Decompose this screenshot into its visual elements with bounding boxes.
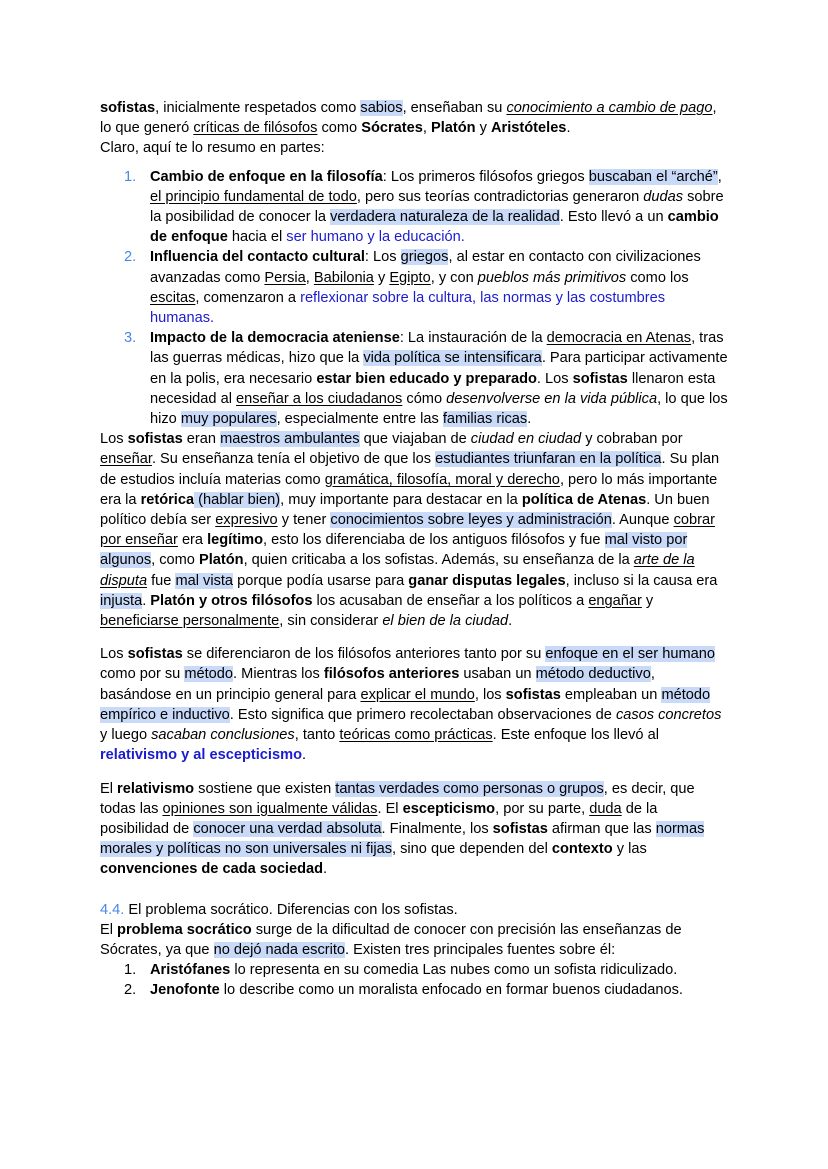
- list-text: estar bien educado y preparado: [316, 370, 537, 387]
- list-text: cambio de enfoque: [150, 209, 719, 246]
- sofistas-paragraph: [100, 429, 730, 631]
- text: convenciones de cada sociedad: [100, 861, 324, 878]
- highlight: muy populares: [180, 411, 277, 428]
- list-item: [100, 167, 730, 248]
- list-number: 1.: [124, 962, 137, 979]
- blue-text: ser humano y la educación: [286, 229, 461, 246]
- list-text: , pero sus teorías contradictorias generaron: [356, 188, 644, 205]
- relativism-paragraph: [100, 779, 730, 880]
- list-text: dudas: [643, 188, 684, 205]
- list-text: desenvolverse en la vida pública: [446, 390, 658, 407]
- text: Los: [100, 431, 128, 448]
- text: . Finalmente, los: [381, 820, 493, 837]
- text: y luego: [100, 727, 152, 744]
- text: sofistas: [505, 686, 561, 703]
- underlined-text: duda: [589, 800, 622, 817]
- text: Platón y otros filósofos: [150, 592, 313, 609]
- text: . Su enseñanza tenía el objetivo de que los: [151, 451, 436, 468]
- intro-text: sofistas: [100, 100, 156, 116]
- text: los acusaban de enseñar a los políticos a: [312, 592, 589, 609]
- text: . Un buen político debía ser: [100, 491, 710, 529]
- underlined-text: escitas: [150, 289, 196, 306]
- source-name: Aristófanes: [150, 962, 231, 979]
- text: y cobraban por: [581, 431, 683, 448]
- list-number: 3.: [124, 330, 137, 347]
- intro-text: y: [475, 120, 491, 137]
- underlined-text: Persia: [264, 269, 306, 286]
- list-text: hacia el: [227, 229, 287, 246]
- highlight: conocimientos sobre leyes y administración: [330, 512, 612, 529]
- text: , por su parte,: [495, 800, 590, 817]
- text: , sin considerar: [279, 613, 383, 630]
- text: , es decir, que todas las: [100, 780, 695, 817]
- sources-list: [100, 960, 730, 1000]
- text: problema socrático: [117, 921, 252, 938]
- underlined-text: gramática, filosofía, moral y derecho: [324, 471, 560, 488]
- text: .: [142, 592, 151, 609]
- highlight: familias ricas: [442, 411, 528, 428]
- highlight: enfoque en el ser humano: [545, 646, 715, 663]
- text: ciudad en ciudad: [470, 431, 582, 448]
- highlight: griegos: [400, 249, 449, 266]
- list-text: : Los primeros filósofos griegos: [382, 168, 589, 185]
- text: .: [508, 613, 513, 630]
- list-text: .: [527, 411, 532, 428]
- source-text: lo representa en su comedia Las nubes como un sofista ridiculizado.: [230, 962, 678, 979]
- text: sostiene que existen: [194, 780, 336, 797]
- highlight: buscaban el “arché”: [588, 168, 718, 185]
- socratic-paragraph: [100, 920, 730, 960]
- list-text: . Esto llevó a un: [559, 209, 668, 226]
- intro-text: , lo que generó: [100, 100, 717, 137]
- text: usaban un: [459, 666, 536, 683]
- list-text: como los: [626, 269, 689, 286]
- text: eran: [182, 431, 221, 448]
- section-title: El problema socrático. Diferencias con los sofistas.: [124, 901, 458, 918]
- text: . Aunque: [611, 512, 674, 529]
- text: El: [100, 921, 118, 938]
- list-text: , y con: [430, 269, 478, 286]
- highlight: mal visto por algunos: [100, 532, 688, 569]
- text: , muy importante para destacar en la: [280, 491, 522, 508]
- text: El: [100, 780, 118, 797]
- underlined-text: enseñar: [100, 451, 152, 468]
- text: . Este enfoque los llevó al: [492, 727, 659, 744]
- blue-text: relativismo y al escepticismo: [100, 747, 302, 764]
- list-text: cómo: [402, 390, 447, 407]
- highlight: método: [184, 666, 234, 683]
- underlined-text: Babilonia: [313, 269, 374, 286]
- text: casos concretos: [615, 706, 722, 723]
- text: retórica: [140, 491, 195, 508]
- text: Platón: [198, 552, 244, 569]
- highlight: sabios: [360, 100, 403, 116]
- method-paragraph: [100, 644, 730, 765]
- text: legítimo: [207, 532, 264, 549]
- intro-text: , inicialmente respetados como: [155, 100, 361, 116]
- intro-text: Platón: [431, 120, 476, 137]
- underlined-text: conocimiento a cambio de pago: [506, 100, 713, 116]
- text: el bien de la ciudad: [382, 613, 509, 630]
- highlight: maestros ambulantes: [220, 431, 360, 448]
- list-number: 1.: [124, 168, 137, 185]
- list-text: ,: [305, 269, 314, 286]
- list-text: , al estar en contacto con civilizaciones avanzadas como: [150, 249, 701, 286]
- list-text: : La instauración de la: [399, 330, 547, 347]
- intro-text: como: [317, 120, 362, 137]
- text: . Mientras los: [233, 666, 324, 683]
- text: relativismo: [117, 780, 195, 797]
- intro-text: ,: [422, 120, 431, 137]
- highlight: normas morales y políticas no son universales ni fijas: [100, 820, 705, 858]
- text: Los: [100, 646, 128, 663]
- underlined-text: democracia en Atenas: [546, 330, 692, 347]
- list-text: . Los: [536, 370, 573, 387]
- underlined-text: Egipto: [389, 269, 431, 286]
- list-number: 2.: [124, 249, 137, 266]
- list-text: , lo que los hizo: [150, 390, 728, 428]
- text: que viajaban de: [359, 431, 471, 448]
- text: surge de la dificultad de conocer con precisión las enseñanzas de Sócrates, ya que: [100, 921, 682, 958]
- list-text: llenaron esta necesidad al: [150, 370, 716, 407]
- text: . Esto significa que primero recolectaban observaciones de: [229, 706, 616, 723]
- section-number: 4.4.: [100, 901, 125, 918]
- highlight: (hablar bien): [194, 491, 281, 508]
- text: . Existen tres principales fuentes sobre él:: [345, 941, 616, 958]
- list-text: pueblos más primitivos: [477, 269, 627, 286]
- underlined-text: arte de la disputa: [100, 552, 695, 589]
- text: fue: [147, 572, 176, 589]
- highlight: verdadera naturaleza de la realidad: [330, 209, 560, 226]
- text: filósofos anteriores: [323, 666, 460, 683]
- highlight: método deductivo: [535, 666, 651, 683]
- highlight: mal vista: [175, 572, 234, 589]
- text: sofistas: [127, 646, 183, 663]
- intro-text: .: [566, 120, 571, 137]
- text: de la posibilidad de: [100, 800, 658, 837]
- blue-text: reflexionar sobre la cultura, las normas y las costumbres humanas.: [150, 289, 666, 327]
- text: empleaban un: [560, 686, 662, 703]
- text: , quien criticaba a los sofistas. Además, su enseñanza de la: [243, 552, 634, 569]
- text: , los: [474, 686, 506, 703]
- text: y las: [612, 841, 647, 858]
- text: , esto los diferenciaba de los antiguos filósofos y fue: [263, 532, 605, 549]
- text: como por su: [100, 666, 185, 683]
- text: , incluso si la causa era: [565, 572, 718, 589]
- source-name: Jenofonte: [150, 982, 220, 999]
- highlight: estudiantes triunfaran en la política: [435, 451, 662, 468]
- underlined-text: el principio fundamental de todo: [150, 188, 357, 205]
- underlined-text: expresivo: [215, 512, 278, 529]
- list-item: [100, 247, 730, 328]
- numbered-list: [100, 167, 730, 430]
- list-item: [100, 328, 730, 429]
- text: .: [323, 861, 328, 878]
- text: porque podía usarse para: [233, 572, 409, 589]
- text: , como: [151, 552, 199, 569]
- text: y tener: [277, 512, 331, 529]
- highlight: tantas verdades como personas o grupos: [335, 780, 604, 797]
- list-item: [100, 980, 730, 1000]
- text: y: [641, 592, 654, 609]
- list-text: sobre la posibilidad de conocer la: [150, 188, 724, 226]
- text: . Su plan de estudios incluía materias como: [100, 451, 720, 488]
- text: escepticismo: [402, 800, 496, 817]
- list-text: ,: [717, 168, 722, 185]
- document-page: [100, 98, 730, 1001]
- section-heading: [100, 900, 730, 920]
- text: sofistas: [492, 820, 548, 837]
- list-text: sofistas: [572, 370, 628, 387]
- list-text: : Los: [364, 249, 401, 266]
- text: se diferenciaron de los filósofos anteriores tanto por su: [182, 646, 546, 663]
- intro-paragraph: [100, 98, 730, 138]
- text: , pero lo más importante era la: [100, 471, 718, 508]
- highlight: método empírico e inductivo: [100, 686, 711, 723]
- list-number: 2.: [124, 982, 137, 999]
- source-text: lo describe como un moralista enfocado en formar buenos ciudadanos.: [219, 982, 683, 999]
- highlight: no dejó nada escrito: [213, 941, 346, 958]
- list-item-title: Influencia del contacto cultural: [150, 249, 365, 266]
- text: sofistas: [127, 431, 183, 448]
- underlined-text: explicar el mundo: [360, 686, 475, 703]
- list-text: , tras las guerras médicas, hizo que la: [150, 330, 724, 367]
- intro-text: Sócrates: [361, 120, 423, 137]
- blue-text: .: [460, 229, 465, 246]
- underlined-text: cobrar por enseñar: [100, 512, 715, 549]
- text: , basándose en un principio general para: [100, 666, 655, 703]
- list-item-title: Cambio de enfoque en la filosofía: [150, 168, 383, 185]
- text: , sino que dependen del: [392, 841, 552, 858]
- underlined-text: engañar: [588, 592, 642, 609]
- list-text: , comenzaron a: [195, 289, 301, 306]
- list-text: . Para participar activamente en la polis, era necesario: [150, 350, 728, 387]
- text: sacaban conclusiones: [151, 727, 295, 744]
- highlight: injusta: [100, 592, 143, 609]
- text: ganar disputas legales: [408, 572, 566, 589]
- text: afirman que las: [547, 820, 656, 837]
- underlined-text: beneficiarse personalmente: [100, 613, 280, 630]
- highlight: conocer una verdad absoluta: [193, 820, 382, 837]
- text: era: [177, 532, 208, 549]
- underlined-text: enseñar a los ciudadanos: [236, 390, 403, 407]
- text: contexto: [551, 841, 613, 858]
- intro-text: Aristóteles: [491, 120, 567, 137]
- text: .: [301, 747, 307, 764]
- text: . El: [377, 800, 403, 817]
- underlined-text: opiniones son igualmente válidas: [162, 800, 378, 817]
- summary-line: Claro, aquí te lo resumo en partes:: [100, 140, 325, 157]
- list-text: y: [373, 269, 390, 286]
- list-item-title: Impacto de la democracia ateniense: [150, 330, 400, 347]
- intro-text: , enseñaban su: [402, 100, 507, 116]
- highlight: vida política se intensificara: [363, 350, 542, 367]
- list-item: [100, 960, 730, 980]
- underlined-text: críticas de filósofos: [193, 120, 318, 137]
- underlined-text: teóricas como prácticas: [339, 727, 493, 744]
- list-text: , especialmente entre las: [276, 411, 443, 428]
- text: , tanto: [294, 727, 340, 744]
- text: política de Atenas: [521, 491, 647, 508]
